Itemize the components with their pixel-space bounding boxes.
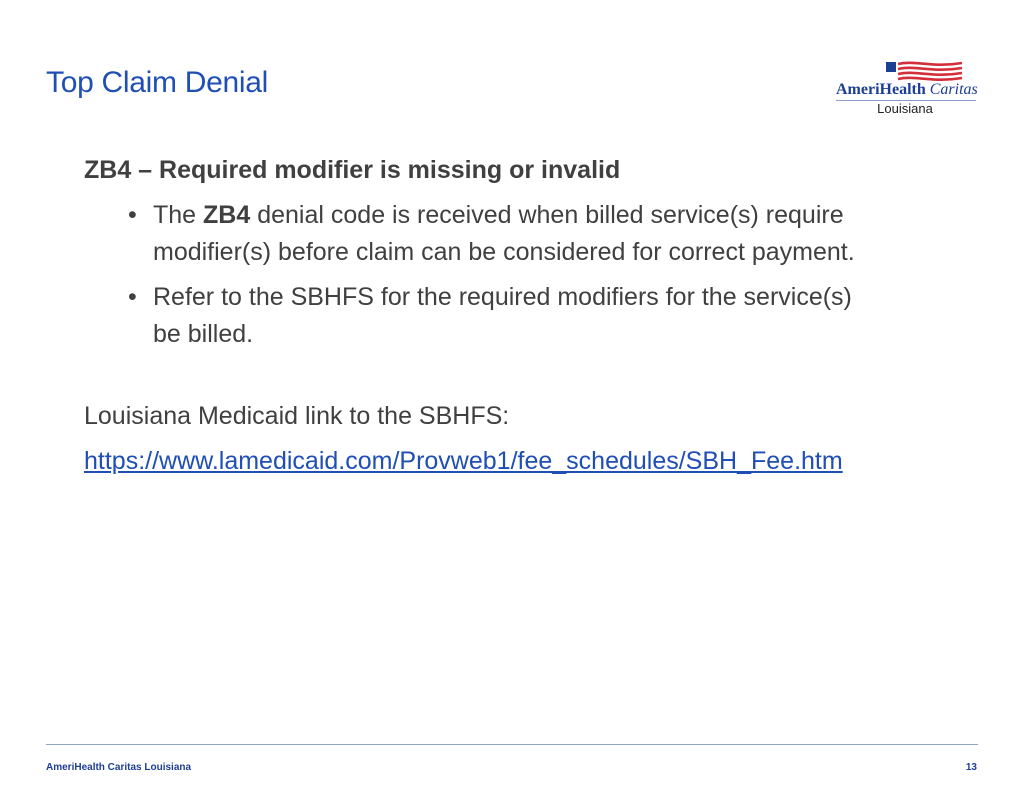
logo-region: Louisiana <box>877 101 933 116</box>
list-item <box>84 197 984 271</box>
bullet-prefix: The <box>153 201 204 229</box>
bullet-line: modifier(s) before claim can be considered for correct payment. <box>153 238 855 266</box>
logo-wordmark <box>836 81 982 99</box>
flag-icon <box>886 60 964 82</box>
logo-brand-italic: Caritas <box>929 81 978 98</box>
footer-organization: AmeriHealth Caritas Louisiana <box>46 762 192 773</box>
bullet-text: denial code is received when billed service(s) require <box>250 201 844 229</box>
bullet-line: Refer to the SBHFS for the required modifiers for the service(s) <box>153 283 852 311</box>
slide-title: Top Claim Denial <box>46 66 268 99</box>
bullet-icon: • <box>128 201 137 229</box>
bullet-list <box>84 197 984 353</box>
denial-code: ZB4 <box>203 201 251 229</box>
denial-heading: ZB4 – Required modifier is missing or invalid <box>84 156 621 184</box>
logo <box>834 60 980 118</box>
logo-brand-bold: AmeriHealth <box>836 81 926 98</box>
footer-divider <box>46 744 978 745</box>
link-label: Louisiana Medicaid link to the SBHFS: <box>84 402 510 430</box>
bullet-icon: • <box>128 283 137 311</box>
slide-content <box>84 152 984 480</box>
bullet-line: be billed. <box>153 320 254 348</box>
page-number: 13 <box>965 762 977 773</box>
list-item <box>84 279 984 353</box>
bullet-line <box>153 197 984 234</box>
fee-schedule-link[interactable]: https://www.lamedicaid.com/Provweb1/fee_schedules/SBH_Fee.htm <box>84 447 843 475</box>
